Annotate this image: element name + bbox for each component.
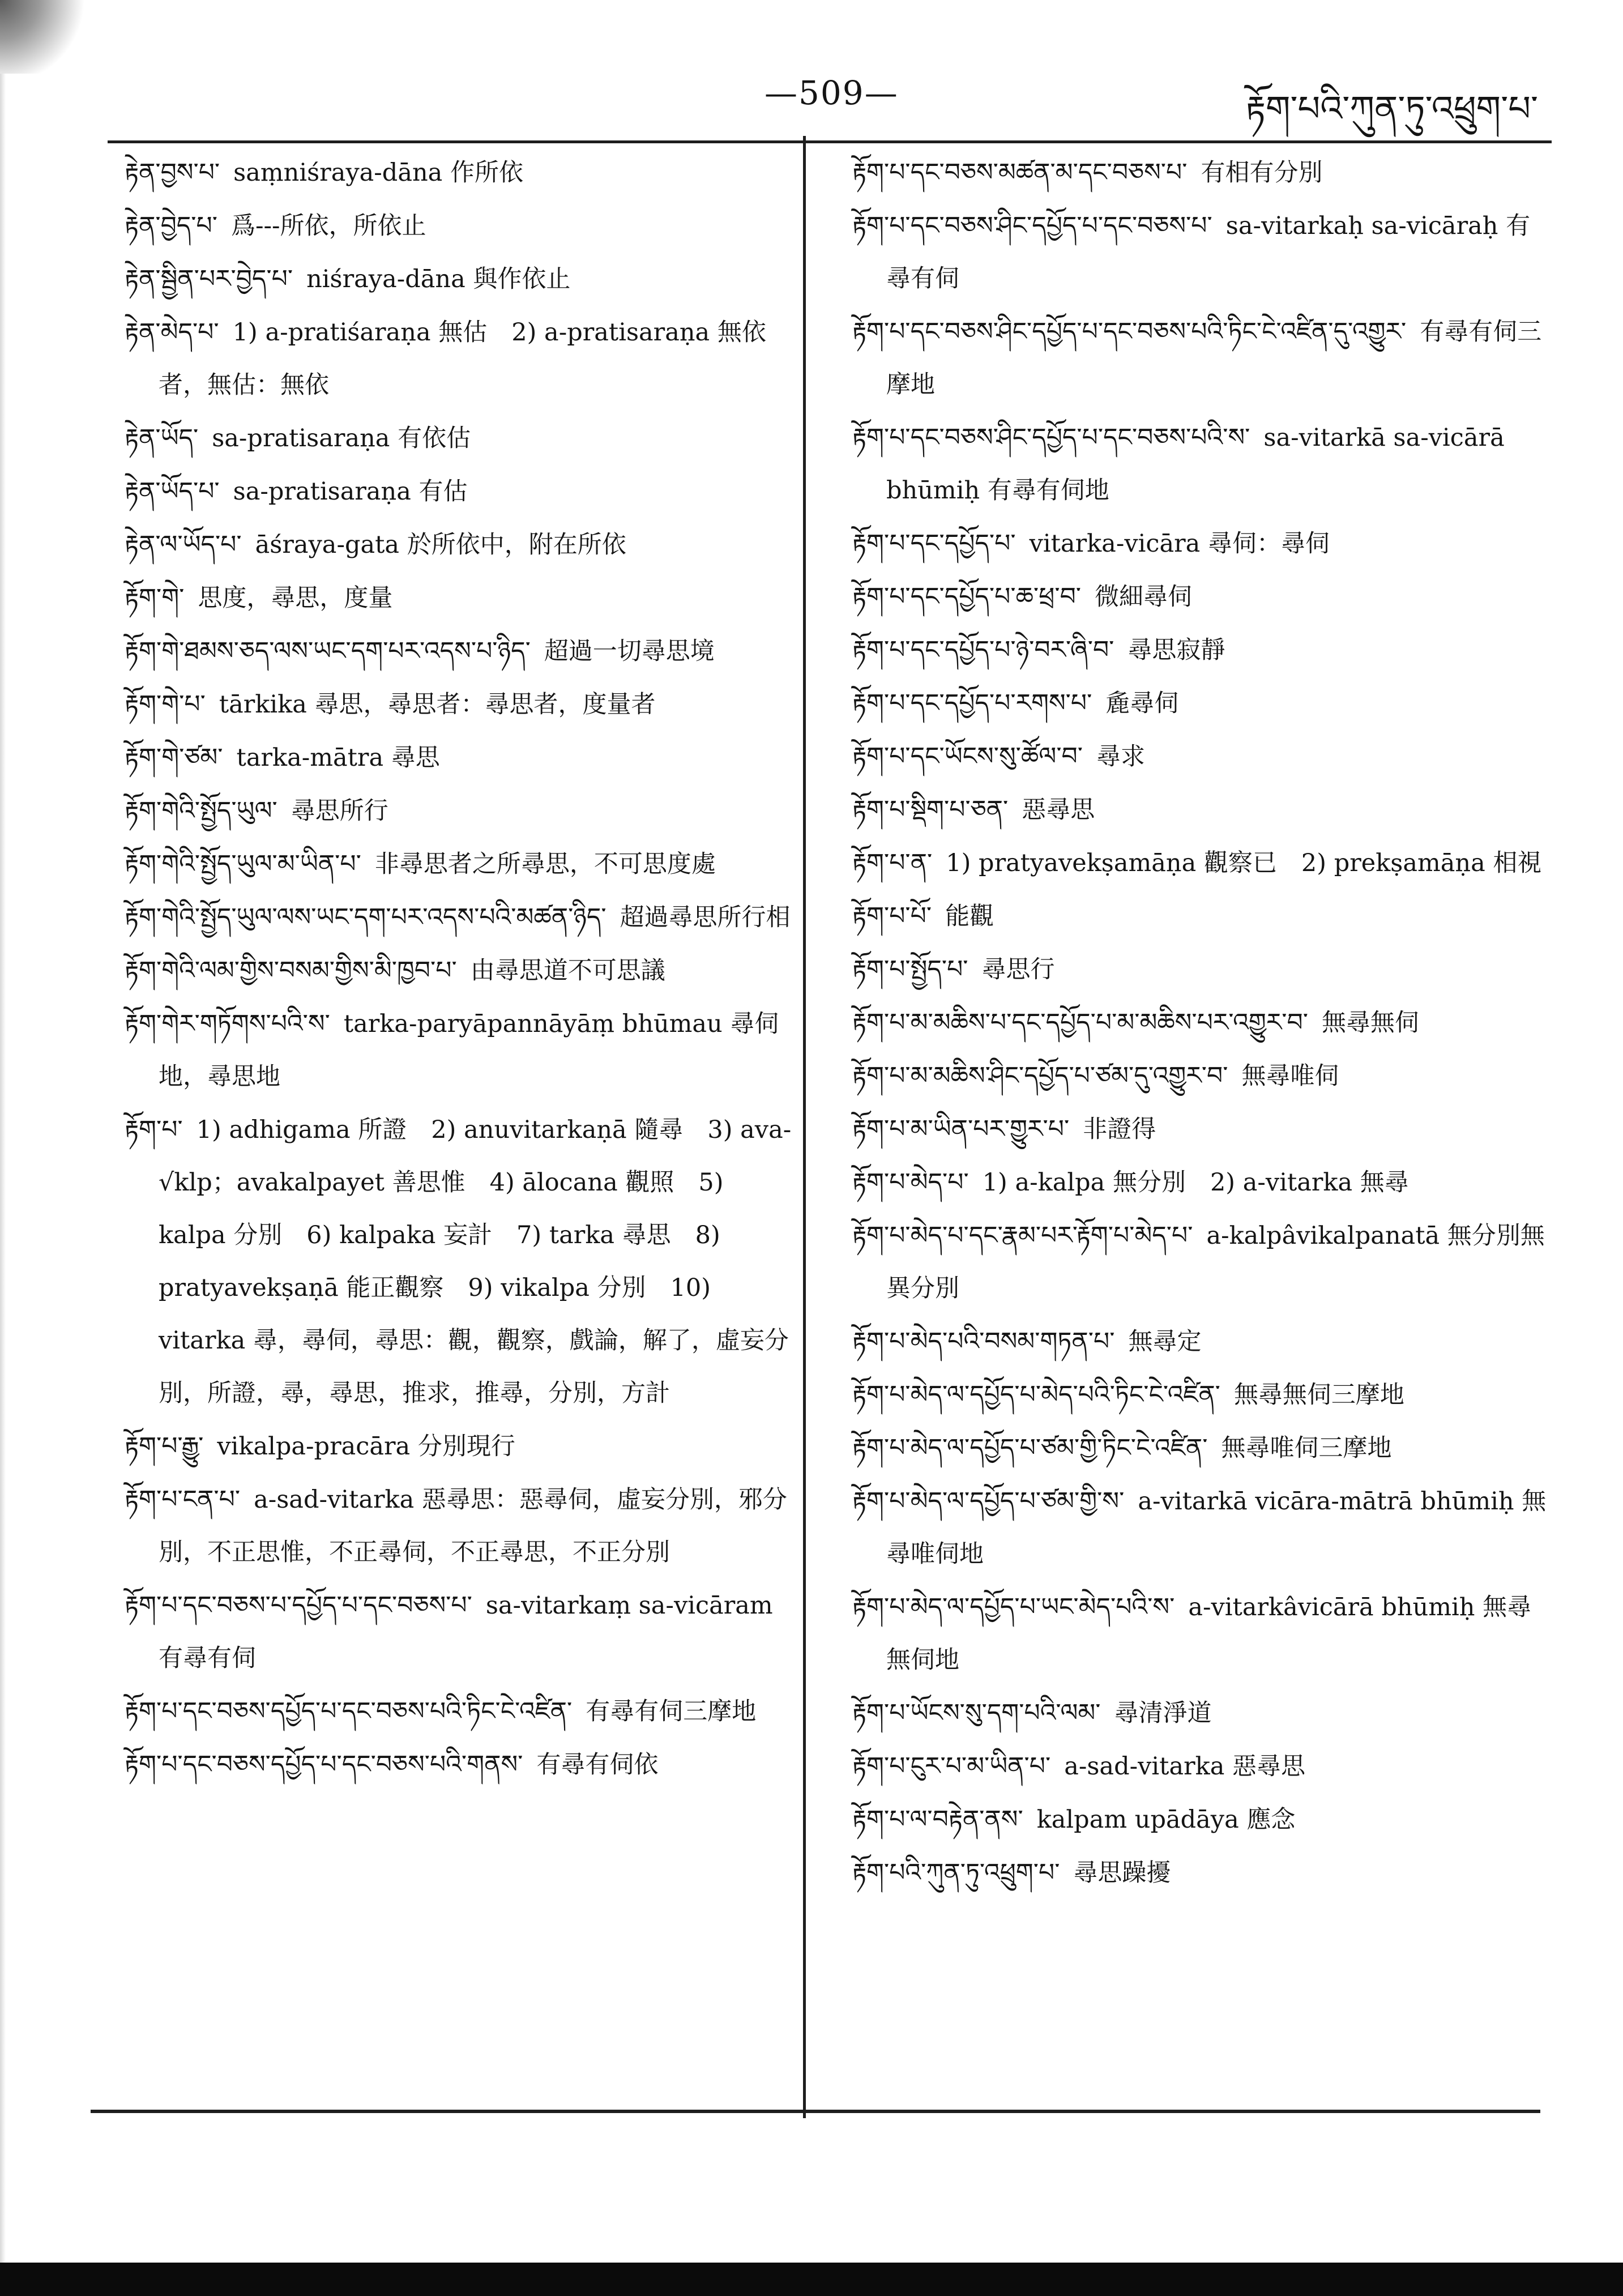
dictionary-entry	[125, 306, 793, 412]
right-column	[852, 146, 1547, 1900]
entry-gloss: tarka-mātra 尋思	[236, 744, 440, 772]
entry-gloss: 無尋唯伺三摩地	[1221, 1434, 1392, 1462]
entry-gloss: 無尋唯伺	[1241, 1062, 1339, 1090]
dictionary-entry	[852, 1740, 1549, 1793]
entry-headword: རྟོག་པ་མེད་པ་དང་རྣམ་པར་རྟོག་པ་མེད་པ་	[852, 1221, 1193, 1250]
entry-headword: རྟེན་བྱེད་པ་	[125, 211, 217, 240]
entry-headword: རྟོག་པ་དང་དཔྱོད་པ་ཆ་ཕྲ་བ་	[852, 582, 1082, 611]
entry-headword: རྟོག་པ་མ་མཆིས་ཤིང་དཔྱོད་པ་ཙམ་དུ་འགྱུར་བ་	[852, 1061, 1228, 1090]
dictionary-entry	[852, 677, 1549, 730]
dictionary-entry	[852, 1687, 1549, 1740]
entry-headword: རྟོག་གེར་གཏོགས་པའི་ས་	[125, 1009, 330, 1038]
entry-gloss: 尋思寂靜	[1127, 636, 1225, 664]
dictionary-entry	[852, 1793, 1549, 1846]
dictionary-entry	[852, 570, 1549, 624]
entry-gloss: 1) adhigama 所證 2) anuvitarkaṇā 隨尋 3) ava-√klp；avakalpayet 善思惟 4) ālocana 觀照 5) kalpa 分別 6) kalpaka 妄計 7) tarka 尋思 8) pratyavekṣaṇā 能正觀察 9) vikalpa 分別 10) vitarka 尋，尋伺，尋思：觀，觀察，戲論，解了，虛妄分別，所證，尋，尋思，推求，推尋，分別，方計	[159, 1116, 792, 1407]
entry-gloss: sa-vitarkaṃ sa-vicāram 有尋有伺	[159, 1591, 773, 1672]
page-number: —509—	[764, 74, 899, 112]
entry-headword: རྟོག་པ་དང་བཅས་ཤིང་དཔྱོད་པ་དང་བཅས་པའི་ས་	[852, 423, 1250, 452]
entry-gloss: sa-vitarkā sa-vicārā bhūmiḥ 有尋有伺地	[886, 424, 1505, 505]
dictionary-entry	[125, 625, 793, 678]
dictionary-entry	[852, 837, 1549, 890]
entry-gloss: 能觀	[945, 902, 994, 931]
left-column	[125, 146, 792, 1791]
entry-headword: རྟོག་པ་དང་དཔྱོད་པ་རགས་པ་	[852, 689, 1092, 718]
entry-headword: རྟོག་པ་ངུར་པ་མ་ཡིན་པ་	[852, 1752, 1051, 1781]
dictionary-entry	[125, 146, 793, 199]
entry-headword: རྟོག་གེའི་ལམ་གྱིས་བསམ་གྱིས་མི་ཁྱབ་པ་	[125, 956, 457, 985]
entry-headword: རྟོག་གེ་	[125, 583, 185, 612]
dictionary-entry	[125, 997, 793, 1103]
dictionary-entry	[852, 411, 1549, 517]
dictionary-entry	[125, 1579, 793, 1685]
entry-headword: རྟེན་མེད་པ་	[125, 318, 219, 347]
entry-headword: རྟོག་པ་མེད་ལ་དཔྱོད་པ་ཡང་མེད་པའི་ས་	[852, 1593, 1175, 1621]
entry-headword: རྟོག་གེ་ཐམས་ཅད་ལས་ཡང་དག་པར་འདས་པ་ཉིད་	[125, 637, 531, 665]
running-head: རྟོག་པའི་ཀུན་ཏུ་འཕྲུག་པ་	[1245, 88, 1538, 129]
entry-headword: རྟོག་པ་དང་བཅས་དཔྱོད་པ་དང་བཅས་པའི་ཏིང་ངེ་འཛིན་	[125, 1697, 573, 1726]
dictionary-entry	[852, 1475, 1549, 1581]
dictionary-entry	[852, 730, 1549, 783]
entry-headword: རྟེན་ལ་ཡོད་པ་	[125, 530, 242, 559]
entry-gloss: 有尋有伺依	[536, 1751, 659, 1779]
dictionary-entry	[852, 624, 1549, 677]
dictionary-entry	[852, 1368, 1549, 1422]
dictionary-entry	[852, 1422, 1549, 1475]
entry-gloss: a-sad-vitarka 惡尋思	[1064, 1752, 1306, 1781]
dictionary-entry	[852, 996, 1549, 1049]
entry-gloss: 尋思躁擾	[1073, 1859, 1171, 1887]
entry-headword: རྟེན་ཡོད་	[125, 424, 199, 453]
dictionary-entry	[125, 1473, 793, 1579]
dictionary-entry	[852, 943, 1549, 996]
entry-gloss: vitarka-vicāra 尋伺：尋伺	[1029, 530, 1330, 558]
dictionary-entry	[852, 1846, 1549, 1900]
entry-headword: རྟོག་པ་མ་ཡིན་པར་གྱུར་པ་	[852, 1115, 1070, 1143]
entry-headword: རྟོག་པ་ངན་པ་	[125, 1485, 241, 1514]
scan-bottom-band	[0, 2263, 1623, 2296]
entry-headword: རྟོག་པ་ལ་བརྟེན་ནས་	[852, 1805, 1023, 1834]
entry-gloss: 有相有分別	[1201, 159, 1323, 187]
entry-headword: རྟོག་པ་དང་བཅས་མཚན་མ་དང་བཅས་པ་	[852, 158, 1188, 187]
entry-gloss: sa-pratisaraṇa 有估	[233, 477, 468, 506]
dictionary-entry	[125, 731, 793, 784]
entry-gloss: 1) a-kalpa 無分別 2) a-vitarka 無尋	[982, 1168, 1409, 1197]
dictionary-entry	[852, 146, 1549, 199]
dictionary-entry	[852, 199, 1549, 305]
entry-headword: རྟོག་པ་དང་ཡོངས་སུ་ཚོལ་བ་	[852, 742, 1083, 771]
entry-headword: རྟོག་པ་	[125, 1115, 183, 1144]
dictionary-entry	[125, 199, 793, 253]
entry-gloss: 無尋無伺三摩地	[1233, 1381, 1404, 1409]
entry-gloss: niśraya-dāna 與作依止	[306, 265, 571, 293]
scan-left-edge	[0, 74, 6, 2282]
entry-gloss: kalpam upādāya 應念	[1036, 1806, 1296, 1834]
dictionary-entry	[852, 1315, 1549, 1368]
entry-gloss: 1) a-pratiśaraṇa 無估 2) a-pratisaraṇa 無依者，無估：無依	[159, 318, 766, 399]
dictionary-entry	[125, 784, 793, 838]
entry-headword: རྟོག་པ་མེད་ལ་དཔྱོད་པ་ཙམ་གྱི་ས་	[852, 1487, 1125, 1516]
entry-headword: རྟེན་བྱས་པ་	[125, 158, 220, 187]
dictionary-entry	[125, 1685, 793, 1738]
dictionary-entry	[125, 465, 793, 518]
entry-gloss: 有尋有伺三摩地	[886, 318, 1542, 399]
scan-shadow-corner	[0, 0, 85, 74]
dictionary-entry	[852, 890, 1549, 943]
dictionary-entry	[852, 1156, 1549, 1209]
header-rule	[108, 140, 1552, 143]
entry-headword: རྟོག་པ་དང་དཔྱོད་པ་	[852, 529, 1016, 558]
entry-headword: རྟོག་པ་མེད་པ་	[852, 1168, 969, 1197]
entry-gloss: sa-vitarkaḥ sa-vicāraḥ 有尋有伺	[886, 212, 1531, 293]
entry-headword: རྟོག་གེ་པ་	[125, 690, 206, 719]
entry-headword: རྟོག་པ་པོ་	[852, 902, 932, 931]
entry-headword: རྟོག་པ་སྤྱོད་པ་	[852, 955, 968, 984]
entry-headword: རྟོག་པ་མ་མཆིས་པ་དང་དཔྱོད་པ་མ་མཆིས་པར་འགྱུར་བ་	[852, 1008, 1308, 1037]
dictionary-entry	[125, 891, 793, 944]
entry-gloss: a-kalpâvikalpanatā 無分別無異分別	[886, 1222, 1545, 1303]
entry-gloss: 超過尋思所行相	[620, 903, 791, 932]
entry-headword: རྟོག་པ་དང་བཅས་ཤིང་དཔྱོད་པ་དང་བཅས་པ་	[852, 211, 1212, 240]
entry-gloss: a-vitarkā vicāra-mātrā bhūmiḥ 無尋唯伺地	[886, 1487, 1547, 1568]
entry-headword: རྟེན་སྦྱིན་པར་བྱེད་པ་	[125, 264, 293, 293]
entry-gloss: tarka-paryāpannāyāṃ bhūmau 尋伺地，尋思地	[159, 1010, 779, 1091]
entry-headword: རྟོག་པ་སྡིག་པ་ཅན་	[852, 795, 1009, 824]
dictionary-entry	[852, 517, 1549, 570]
entry-headword: རྟོག་གེ་ཙམ་	[125, 743, 223, 772]
dictionary-entry	[125, 1420, 793, 1473]
dictionary-entry	[852, 1103, 1549, 1156]
entry-gloss: 尋清淨道	[1114, 1699, 1212, 1727]
entry-headword: རྟེན་ཡོད་པ་	[125, 477, 220, 506]
entry-gloss: 1) pratyavekṣamāṇa 觀察已 2) prekṣamāṇa 相視	[946, 849, 1542, 877]
entry-gloss: 尋思所行	[291, 797, 388, 825]
entry-gloss: saṃniśraya-dāna 作所依	[233, 159, 523, 187]
dictionary-entry	[125, 571, 793, 625]
entry-gloss: 尋求	[1096, 742, 1145, 771]
dictionary-entry	[125, 838, 793, 891]
entry-gloss: tārkika 尋思，尋思者：尋思者，度量者	[219, 690, 656, 719]
entry-headword: རྟོག་པ་མེད་པའི་བསམ་གཏན་པ་	[852, 1327, 1115, 1356]
entry-headword: རྟོག་པ་དང་དཔྱོད་པ་ཉེ་བར་ཞི་བ་	[852, 635, 1114, 664]
entry-gloss: 由尋思道不可思議	[470, 957, 665, 985]
dictionary-entry	[852, 1209, 1549, 1315]
entry-gloss: 超過一切尋思境	[544, 637, 715, 665]
entry-headword: རྟོག་པའི་ཀུན་ཏུ་འཕྲུག་པ་	[852, 1858, 1060, 1887]
entry-gloss: 無尋定	[1128, 1328, 1202, 1356]
dictionary-entry	[852, 783, 1549, 837]
entry-gloss: a-vitarkâvicārā bhūmiḥ 無尋無伺地	[886, 1593, 1532, 1674]
entry-headword: རྟོག་པ་དང་བཅས་དཔྱོད་པ་དང་བཅས་པའི་གནས་	[125, 1750, 523, 1779]
entry-gloss: āśraya-gata 於所依中，附在所依	[255, 531, 626, 559]
column-divider	[803, 136, 806, 2118]
dictionary-entry	[125, 518, 793, 571]
entry-headword: རྟོག་གེའི་སྤྱོད་ཡུལ་མ་ཡིན་པ་	[125, 850, 361, 878]
dictionary-entry	[125, 1738, 793, 1791]
entry-gloss: 非證得	[1083, 1115, 1156, 1143]
dictionary-entry	[852, 1581, 1549, 1687]
entry-gloss: 惡尋思	[1022, 796, 1095, 824]
dictionary-entry	[125, 253, 793, 306]
entry-headword: རྟོག་པ་མེད་ལ་དཔྱོད་པ་མེད་པའི་ཏིང་ངེ་འཛིན་	[852, 1380, 1220, 1409]
dictionary-entry	[125, 678, 793, 731]
entry-gloss: 無尋無伺	[1321, 1009, 1419, 1037]
dictionary-entry	[125, 944, 793, 997]
entry-gloss: 爲---所依，所依止	[230, 212, 426, 240]
entry-headword: རྟོག་པ་ཡོངས་སུ་དག་པའི་ལམ་	[852, 1698, 1101, 1727]
entry-headword: རྟོག་གེའི་སྤྱོད་ཡུལ་ལས་ཡང་དག་པར་འདས་པའི་མཚན་ཉིད་	[125, 903, 607, 932]
entry-headword: རྟོག་པ་མེད་ལ་དཔྱོད་པ་ཙམ་གྱི་ཏིང་ངེ་འཛིན་	[852, 1433, 1208, 1462]
dictionary-entry	[852, 1049, 1549, 1103]
entry-gloss: vikalpa-pracāra 分別現行	[217, 1432, 515, 1461]
entry-gloss: 微細尋伺	[1095, 583, 1193, 611]
entry-headword: རྟོག་གེའི་སྤྱོད་ཡུལ་	[125, 796, 277, 825]
entry-gloss: 麁尋伺	[1105, 689, 1179, 718]
dictionary-entry	[125, 1103, 793, 1420]
footer-rule	[91, 2110, 1540, 2113]
entry-headword: རྟོག་པ་རྒྱུ་	[125, 1432, 204, 1461]
entry-gloss: 有尋有伺三摩地	[586, 1697, 757, 1726]
entry-gloss: sa-pratisaraṇa 有依估	[212, 424, 471, 453]
entry-gloss: a-sad-vitarka 惡尋思：惡尋伺，虛妄分別，邪分別，不正思惟，不正尋伺，不正尋思，不正分別	[159, 1486, 787, 1567]
entry-headword: རྟོག་པ་དང་བཅས་ཤིང་དཔྱོད་པ་དང་བཅས་པའི་ཏིང་ངེ་འཛིན་དུ་འགྱུར་	[852, 317, 1407, 346]
entry-gloss: 尋思行	[981, 955, 1055, 984]
entry-headword: རྟོག་པ་ན་	[852, 848, 933, 877]
entry-headword: རྟོག་པ་དང་བཅས་པ་དཔྱོད་པ་དང་བཅས་པ་	[125, 1591, 472, 1620]
dictionary-entry	[125, 412, 793, 465]
dictionary-entry	[852, 305, 1549, 411]
entry-gloss: 非尋思者之所尋思，不可思度處	[374, 850, 716, 878]
entry-gloss: 思度，尋思，度量	[198, 584, 393, 612]
